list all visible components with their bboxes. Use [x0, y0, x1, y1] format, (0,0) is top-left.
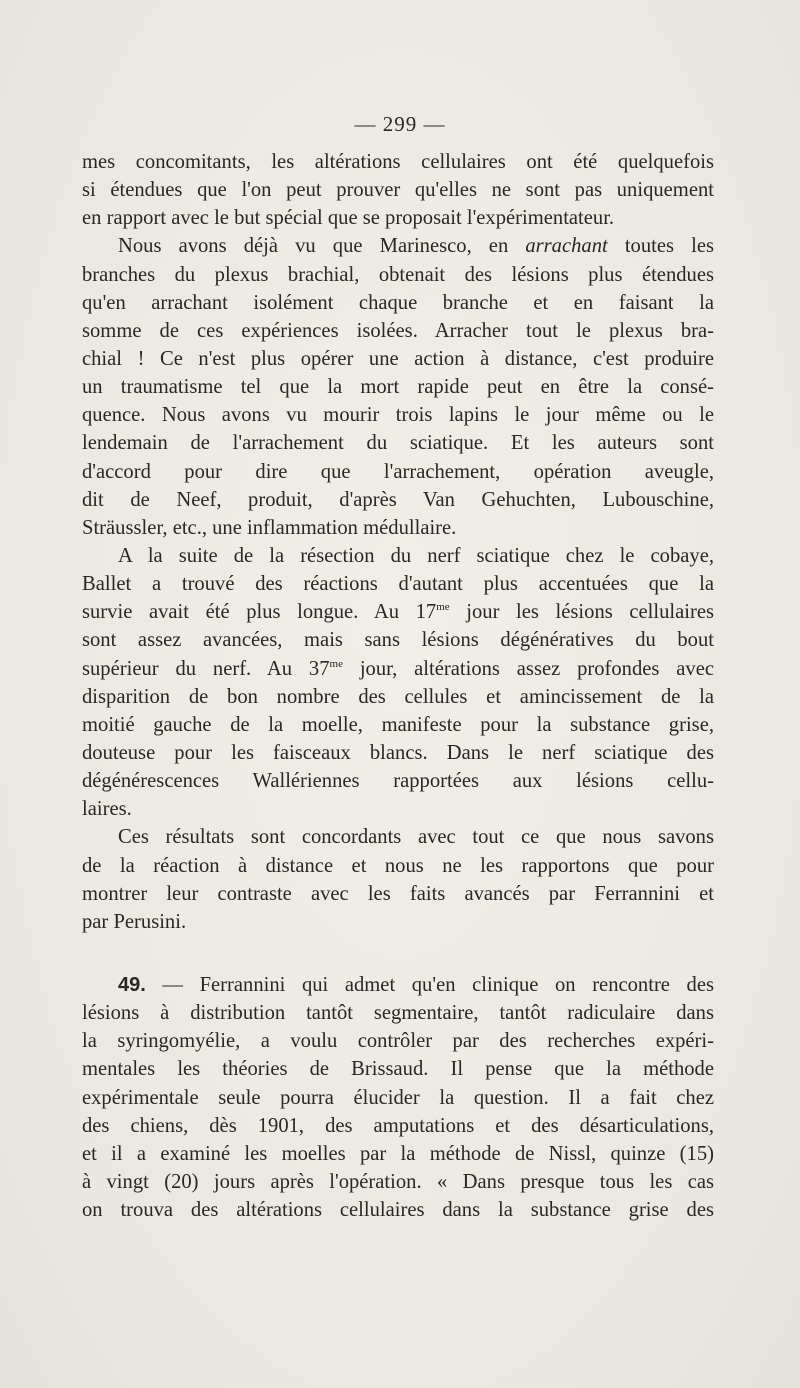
text-line: on trouva des altérations cellulaires dans la substance grise des	[82, 1199, 714, 1222]
text-line: douteuse pour les faisceaux blancs. Dans le nerf sciatique des	[82, 741, 714, 764]
text-line	[82, 971, 714, 999]
text-line: la syringomyélie, a voulu contrôler par des recherches expéri-	[82, 1030, 714, 1053]
text-line: moitié gauche de la moelle, manifeste pour la substance grise,	[82, 713, 714, 736]
text-segment: — Ferrannini qui admet qu'en clinique on rencontre des	[145, 973, 714, 996]
paragraph-2	[82, 232, 714, 542]
text-line: d'accord pour dire que l'arrachement, opération aveugle,	[82, 460, 714, 483]
text-segment: jour les lésions cellulaires	[449, 601, 714, 624]
text-line: expérimentale seule pourra élucider la question. Il a fait chez	[82, 1086, 714, 1109]
text-line: disparition de bon nombre des cellules et amincissement de la	[82, 685, 714, 708]
text-line: en rapport avec le but spécial que se proposait l'expérimentateur.	[82, 207, 615, 230]
text-line: des chiens, dès 1901, des amputations et des désarticulations,	[82, 1114, 714, 1137]
text-segment: toutes les	[607, 235, 714, 258]
section-gap	[82, 936, 714, 971]
text-line: Sträussler, etc., une inflammation médullaire.	[82, 516, 457, 539]
text-line: Ballet a trouvé des réactions d'autant plus accentuées que la	[82, 573, 714, 596]
text-segment: jour, altérations assez profondes avec	[342, 657, 714, 680]
text-line: de la réaction à distance et nous ne les rapportons que pour	[82, 854, 714, 877]
text-line: A la suite de la résection du nerf sciatique chez le cobaye,	[118, 544, 714, 567]
text-line	[82, 232, 714, 260]
paragraph-3	[82, 542, 714, 823]
italic-term: arrachant	[525, 235, 608, 258]
text-line: mes concomitants, les altérations cellulaires ont été quelquefois	[82, 151, 714, 173]
text-line: un traumatisme tel que la mort rapide peut en être la consé-	[82, 376, 714, 399]
text-line: si étendues que l'on peut prouver qu'elles ne sont pas uniquement	[82, 179, 714, 202]
text-line: chial ! Ce n'est plus opérer une action à distance, c'est produire	[82, 347, 714, 370]
text-line	[82, 598, 714, 626]
text-segment: supérieur du nerf. Au 37	[82, 657, 330, 680]
text-line: dit de Neef, produit, d'après Van Gehuchten, Lubouschine,	[82, 488, 714, 511]
section-number: 49.	[118, 973, 146, 996]
paragraph-1	[82, 148, 714, 232]
text-line: et il a examiné les moelles par la méthode de Nissl, quinze (15)	[82, 1142, 714, 1165]
text-line: laires.	[82, 798, 132, 821]
text-line: mentales les théories de Brissaud. Il pense que la méthode	[82, 1058, 714, 1081]
text-line: lésions à distribution tantôt segmentaire, tantôt radiculaire dans	[82, 1002, 714, 1025]
paragraph-4	[82, 823, 714, 936]
text-line: dégénérescences Wallériennes rapportées aux lésions cellu-	[82, 770, 714, 793]
ordinal-suffix: me	[436, 601, 450, 614]
text-line: Ces résultats sont concordants avec tout ce que nous savons	[118, 826, 714, 849]
text-segment: Nous avons déjà vu que Marinesco, en	[118, 235, 526, 258]
paragraph-5	[82, 971, 714, 1224]
text-line	[82, 655, 714, 683]
text-line: qu'en arrachant isolément chaque branche et en faisant la	[82, 291, 714, 314]
text-line: quence. Nous avons vu mourir trois lapins le jour même ou le	[82, 404, 714, 427]
text-segment: survie avait été plus longue. Au 17	[82, 601, 437, 624]
text-line: sont assez avancées, mais sans lésions dégénératives du bout	[82, 629, 714, 652]
text-line: à vingt (20) jours après l'opération. « Dans presque tous les cas	[82, 1170, 714, 1193]
page-number: — 299 —	[354, 112, 446, 136]
text-line: somme de ces expériences isolées. Arracher tout le plexus bra-	[82, 319, 714, 342]
text-line: montrer leur contraste avec les faits avancés par Ferrannini et	[82, 882, 714, 905]
text-line: lendemain de l'arrachement du sciatique. Et les auteurs sont	[82, 432, 714, 455]
text-line: par Perusini.	[82, 910, 187, 933]
ordinal-suffix: me	[329, 657, 343, 670]
body-text	[82, 148, 714, 1224]
text-line: branches du plexus brachial, obtenait des lésions plus étendues	[82, 263, 714, 286]
